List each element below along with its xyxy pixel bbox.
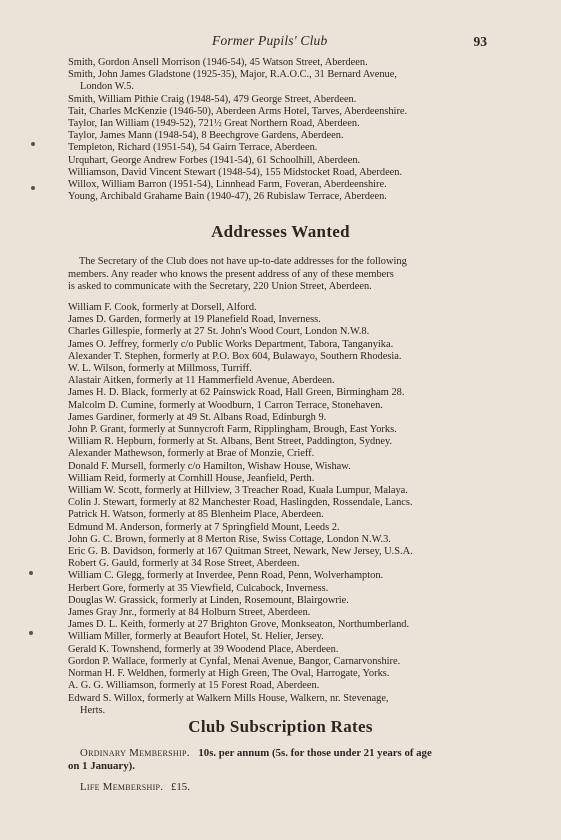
margin-mark: [29, 631, 33, 635]
list-item: Tait, Charles McKenzie (1946-50), Aberdeen Arms Hotel, Tarves, Aberdeenshire.: [68, 105, 408, 117]
list-item: Alexander T. Stephen, formerly at P.O. Box 604, Bulawayo, Southern Rhodesia.: [68, 350, 402, 362]
list-item: William Miller, formerly at Beaufort Hotel, St. Helier, Jersey.: [68, 631, 324, 643]
page-header: [0, 33, 561, 53]
member-address-list: [68, 57, 508, 203]
list-item: Malcolm D. Cumine, formerly at Woodburn, 1 Carron Terrace, Stonehaven.: [68, 399, 383, 411]
list-item: William F. Cook, formerly at Dorsell, Alford.: [68, 302, 257, 313]
list-item: Willox, William Barron (1951-54), Linnhead Farm, Foveran, Aberdeenshire.: [68, 179, 387, 191]
list-item: Charles Gillespie, formerly at 27 St. John's Wood Court, London N.W.8.: [68, 326, 370, 338]
list-item: Gerald K. Townshend, formerly at 39 Woodend Place, Aberdeen.: [68, 643, 339, 655]
list-item: Smith, William Pithie Craig (1948-54), 479 George Street, Aberdeen.: [68, 93, 357, 105]
list-item: Young, Archibald Grahame Bain (1940-47), 26 Rubislaw Terrace, Aberdeen.: [68, 191, 387, 203]
margin-mark: [31, 186, 35, 190]
list-item-continuation: London W.5.: [80, 81, 134, 93]
list-item: John P. Grant, formerly at Sunnycroft Farm, Ripplingham, Brough, East Yorks.: [68, 424, 397, 436]
list-item: William W. Scott, formerly at Hillview, 3 Treacher Road, Kuala Lumpur, Malaya.: [68, 485, 408, 497]
ordinary-membership-rate-continued: on 1 January).: [68, 760, 135, 772]
list-item: William C. Glegg, formerly at Inverdee, Penn Road, Penn, Wolverhampton.: [68, 570, 384, 582]
list-item: Colin J. Stewart, formerly at 82 Manchester Road, Haslingden, Rossendale, Lancs.: [68, 497, 413, 509]
page-number: 93: [473, 34, 487, 49]
intro-line: The Secretary of the Club does not have up-to-date addresses for the following: [79, 256, 407, 267]
subscription-rates: [68, 747, 508, 794]
intro-line: is asked to communicate with the Secretary, 220 Union Street, Aberdeen.: [68, 281, 372, 292]
addresses-wanted-heading: Addresses Wanted: [211, 222, 350, 241]
list-item: James Gardiner, formerly at 49 St. Albans Road, Edinburgh 9.: [68, 411, 327, 423]
list-item: Gordon P. Wallace, formerly at Cynfal, Menai Avenue, Bangor, Carnarvonshire.: [68, 655, 401, 667]
list-item: Eric G. B. Davidson, formerly at 167 Quitman Street, Newark, New Jersey, U.S.A.: [68, 546, 413, 558]
list-item: Alastair Aitken, formerly at 11 Hammerfield Avenue, Aberdeen.: [68, 375, 335, 387]
list-item: James H. D. Black, formerly at 62 Painswick Road, Hall Green, Birmingham 28.: [68, 387, 405, 399]
ordinary-membership-label: Ordinary Membership.: [80, 747, 190, 759]
list-item: Douglas W. Grassick, formerly at Linden, Rosemount, Blairgowrie.: [68, 594, 349, 606]
addresses-wanted-intro: [68, 256, 519, 294]
life-membership-rate: £15.: [171, 781, 190, 793]
list-item: James D. L. Keith, formerly at 27 Brighton Grove, Monkseaton, Northumberland.: [68, 619, 410, 631]
addresses-wanted-list: [68, 302, 508, 717]
list-item: James D. Garden, formerly at 19 Planefield Road, Inverness.: [68, 314, 321, 326]
list-item: Robert G. Gauld, formerly at 34 Rose Street, Aberdeen.: [68, 558, 300, 570]
list-item-continuation: Herts.: [80, 704, 106, 716]
list-item: James Gray Jnr., formerly at 84 Holburn Street, Aberdeen.: [68, 607, 311, 619]
list-item: Williamson, David Vincent Stewart (1948-54), 155 Midstocket Road, Aberdeen.: [68, 166, 403, 178]
list-item: A. G. G. Williamson, formerly at 15 Forest Road, Aberdeen.: [68, 680, 320, 692]
margin-mark: [31, 142, 35, 146]
list-item: Urquhart, George Andrew Forbes (1941-54), 61 Schoolhill, Aberdeen.: [68, 154, 361, 166]
list-item: Norman H. F. Weldhen, formerly at High Green, The Oval, Harrogate, Yorks.: [68, 668, 390, 680]
list-item: W. L. Wilson, formerly at Millmoss, Turriff.: [68, 363, 252, 375]
intro-line: members. Any reader who knows the present address of any of these members: [68, 268, 394, 280]
list-item: William R. Hepburn, formerly at St. Albans, Bent Street, Paddington, Sydney.: [68, 436, 393, 448]
list-item: Patrick H. Watson, formerly at 85 Blenheim Place, Aberdeen.: [68, 509, 324, 521]
list-item: Edward S. Willox, formerly at Walkern Mills House, Walkern, nr. Stevenage,: [68, 692, 389, 704]
margin-mark: [29, 571, 33, 575]
list-item: Taylor, James Mann (1948-54), 8 Beechgrove Gardens, Aberdeen.: [68, 130, 344, 142]
list-item: James O. Jeffrey, formerly c/o Public Works Department, Tabora, Tanganyika.: [68, 338, 394, 350]
list-item: Smith, John James Gladstone (1925-35), Major, R.A.O.C., 31 Bernard Avenue,: [68, 69, 397, 81]
list-item: Smith, Gordon Ansell Morrison (1946-54), 45 Watson Street, Aberdeen.: [68, 57, 368, 68]
subscription-rates-heading: Club Subscription Rates: [188, 717, 373, 736]
running-title: Former Pupils' Club: [212, 33, 328, 48]
list-item: Templeton, Richard (1951-54), 54 Gairn Terrace, Aberdeen.: [68, 142, 318, 154]
list-item: Herbert Gore, formerly at 35 Viewfield, Culcabock, Inverness.: [68, 582, 329, 594]
list-item: Edmund M. Anderson, formerly at 7 Springfield Mount, Leeds 2.: [68, 521, 340, 533]
life-membership-label: Life Membership.: [80, 781, 164, 793]
list-item: John G. C. Brown, formerly at 8 Merton Rise, Swiss Cottage, London N.W.3.: [68, 533, 391, 545]
life-membership-line: [68, 781, 508, 794]
ordinary-membership-rate: 10s. per annum (5s. for those under 21 years of age: [198, 747, 432, 759]
list-item: Donald F. Mursell, formerly c/o Hamilton, Wishaw House, Wishaw.: [68, 460, 351, 472]
list-item: William Reid, formerly at Cornhill House, Jeanfield, Perth.: [68, 472, 315, 484]
list-item: Taylor, Ian William (1949-52), 721½ Great Northern Road, Aberdeen.: [68, 118, 360, 130]
list-item: Alexander Mathewson, formerly at Brae of Monzie, Crieff.: [68, 448, 315, 460]
ordinary-membership-line: [68, 747, 508, 760]
